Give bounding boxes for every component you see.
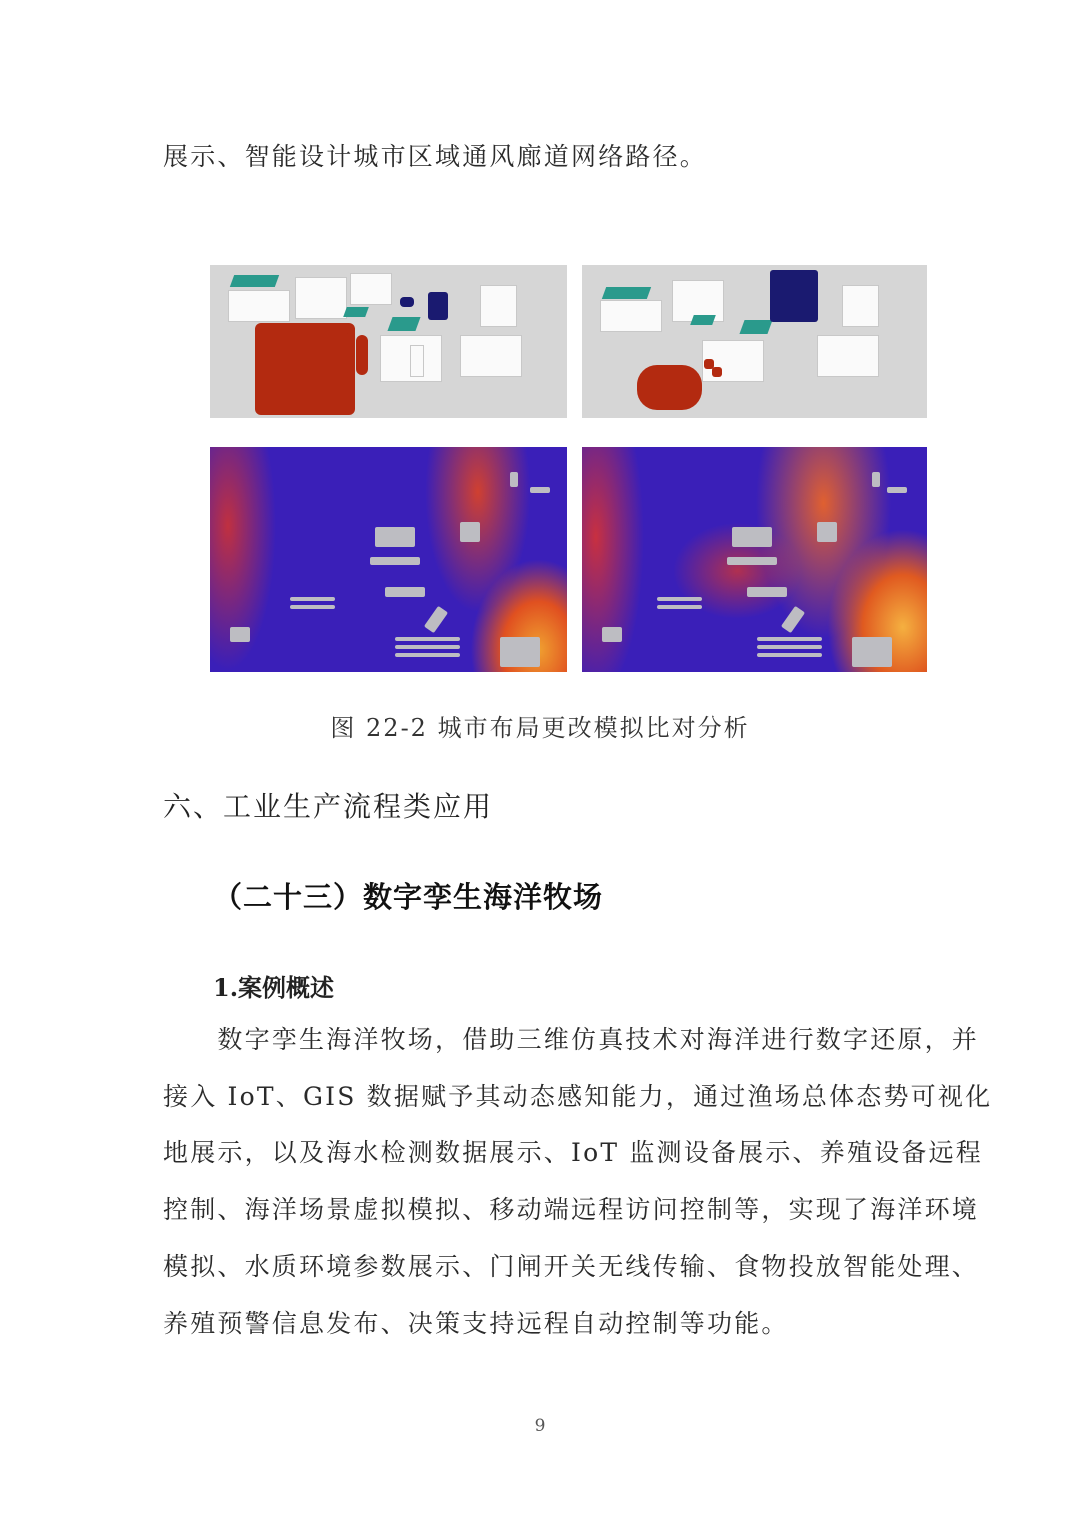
subsection-heading: （二十三）数字孪生海洋牧场 (213, 880, 604, 914)
page-number: 9 (534, 1416, 546, 1436)
figure-3d-before (210, 265, 567, 418)
paragraph-line: 养殖预警信息发布、决策支持远程自动控制等功能。 (163, 1309, 789, 1338)
paragraph-line: 接入 IoT、GIS 数据赋予其动态感知能力，通过渔场总体态势可视化 (163, 1082, 993, 1111)
section-heading: 六、工业生产流程类应用 (163, 790, 494, 823)
figure-3d-after (582, 265, 927, 418)
figure-wind-after (582, 447, 927, 672)
figure-caption: 图 22-2 城市布局更改模拟比对分析 (330, 714, 750, 742)
paragraph-line: 地展示，以及海水检测数据展示、IoT 监测设备展示、养殖设备远程 (163, 1138, 983, 1167)
intro-text-line: 展示、智能设计城市区域通风廊道网络路径。 (163, 142, 708, 171)
paragraph-line: 模拟、水质环境参数展示、门闸开关无线传输、食物投放智能处理、 (163, 1252, 980, 1281)
figure-wind-before (210, 447, 567, 672)
paragraph-line: 控制、海洋场景虚拟模拟、移动端远程访问控制等，实现了海洋环境 (163, 1195, 980, 1224)
paragraph-line: 数字孪生海洋牧场，借助三维仿真技术对海洋进行数字还原，并 (163, 1025, 980, 1054)
item-heading: 1.案例概述 (213, 973, 335, 1002)
